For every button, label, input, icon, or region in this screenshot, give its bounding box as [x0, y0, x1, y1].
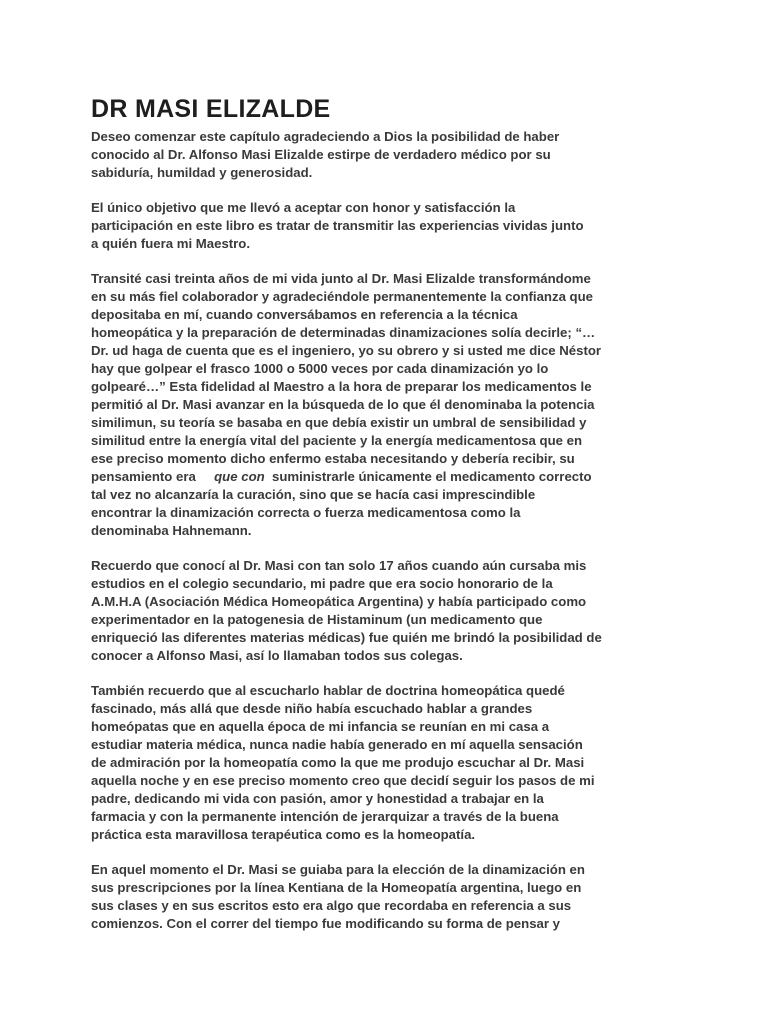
text-line: El único objetivo que me llevó a aceptar con honor y satisfacción la	[91, 200, 516, 215]
text-line: sabiduría, humildad y generosidad.	[91, 165, 313, 180]
text-line: homeópatas que en aquella época de mi infancia se reunían en mi casa a	[91, 719, 550, 734]
text-line: Transité casi treinta años de mi vida junto al Dr. Masi Elizalde transformándome	[91, 271, 591, 286]
text-line: similimun, su teoría se basaba en que debía existir un umbral de sensibilidad y	[91, 415, 587, 430]
text-line: a quién fuera mi Maestro.	[91, 236, 251, 251]
text-line: Deseo comenzar este capítulo agradeciendo a Dios la posibilidad de haber	[91, 129, 560, 144]
text-line: hay que golpear el frasco 1000 o 5000 veces por cada dinamización yo lo	[91, 361, 549, 376]
text-line: práctica esta maravillosa terapéutica como es la homeopatía.	[91, 827, 476, 842]
text-line: padre, dedicando mi vida con pasión, amor y honestidad a trabajar en la	[91, 791, 544, 806]
text-line: conocer a Alfonso Masi, así lo llamaban todos sus colegas.	[91, 648, 463, 663]
text-line: similitud entre la energía vital del paciente y la energía medicamentosa que en	[91, 433, 583, 448]
text-run: pensamiento era	[91, 469, 215, 484]
page-title: DR MASI ELIZALDE	[91, 95, 331, 123]
text-run: suministrarle únicamente el medicamento correcto	[264, 469, 592, 484]
text-line: estudiar materia médica, nunca nadie había generado en mí aquella sensación	[91, 737, 583, 752]
text-line: homeopática y la preparación de determinadas dinamizaciones solía decirle; “…	[91, 325, 596, 340]
text-line: permitió al Dr. Masi avanzar en la búsqueda de lo que él denominaba la potencia	[91, 397, 595, 412]
text-line: farmacia y con la permanente intención de jerarquizar a través de la buena	[91, 809, 559, 824]
text-line: en su más fiel colaborador y agradeciéndole permanentemente la confianza que	[91, 289, 594, 304]
italic-text-run: que con	[214, 469, 265, 484]
paragraph-3	[91, 270, 691, 540]
text-line: Dr. ud haga de cuenta que es el ingeniero, yo su obrero y si usted me dice Néstor	[91, 343, 602, 358]
text-line: golpearé…” Esta fidelidad al Maestro a la hora de preparar los medicamentos le	[91, 379, 592, 394]
text-line: encontrar la dinamización correcta o fuerza medicamentosa como la	[91, 505, 521, 520]
text-line-mixed	[91, 468, 691, 486]
text-line: denominaba Hahnemann.	[91, 523, 252, 538]
paragraph-6	[91, 861, 691, 933]
text-line: participación en este libro es tratar de transmitir las experiencias vividas junto	[91, 218, 584, 233]
text-line: En aquel momento el Dr. Masi se guiaba para la elección de la dinamización en	[91, 862, 585, 877]
text-line: de admiración por la homeopatía como la que me produjo escuchar al Dr. Masi	[91, 755, 585, 770]
paragraph-1	[91, 128, 691, 182]
text-line: conocido al Dr. Alfonso Masi Elizalde estirpe de verdadero médico por su	[91, 147, 551, 162]
text-line: sus prescripciones por la línea Kentiana de la Homeopatía argentina, luego en	[91, 880, 582, 895]
text-line: A.M.H.A (Asociación Médica Homeopática Argentina) y había participado como	[91, 594, 587, 609]
paragraph-2	[91, 199, 691, 253]
text-line: enriqueció las diferentes materias médicas) fue quién me brindó la posibilidad de	[91, 630, 602, 645]
text-line: estudios en el colegio secundario, mi padre que era socio honorario de la	[91, 576, 553, 591]
text-line: sus clases y en sus escritos esto era algo que recordaba en referencia a sus	[91, 898, 572, 913]
text-line: También recuerdo que al escucharlo hablar de doctrina homeopática quedé	[91, 683, 565, 698]
text-line: fascinado, más allá que desde niño había escuchado hablar a grandes	[91, 701, 533, 716]
paragraph-5	[91, 682, 691, 844]
paragraph-4	[91, 557, 691, 665]
text-line: Recuerdo que conocí al Dr. Masi con tan solo 17 años cuando aún cursaba mis	[91, 558, 587, 573]
text-line: depositaba en mí, cuando conversábamos en referencia a la técnica	[91, 307, 518, 322]
text-line: ese preciso momento dicho enfermo estaba necesitando y debería recibir, su	[91, 451, 575, 466]
text-line: tal vez no alcanzaría la curación, sino que se hacía casi imprescindible	[91, 487, 536, 502]
text-line: aquella noche y en ese preciso momento creo que decidí seguir los pasos de mi	[91, 773, 595, 788]
text-line: experimentador en la patogenesia de Histaminum (un medicamento que	[91, 612, 543, 627]
text-line: comienzos. Con el correr del tiempo fue modificando su forma de pensar y	[91, 916, 560, 931]
document-body	[91, 128, 691, 950]
